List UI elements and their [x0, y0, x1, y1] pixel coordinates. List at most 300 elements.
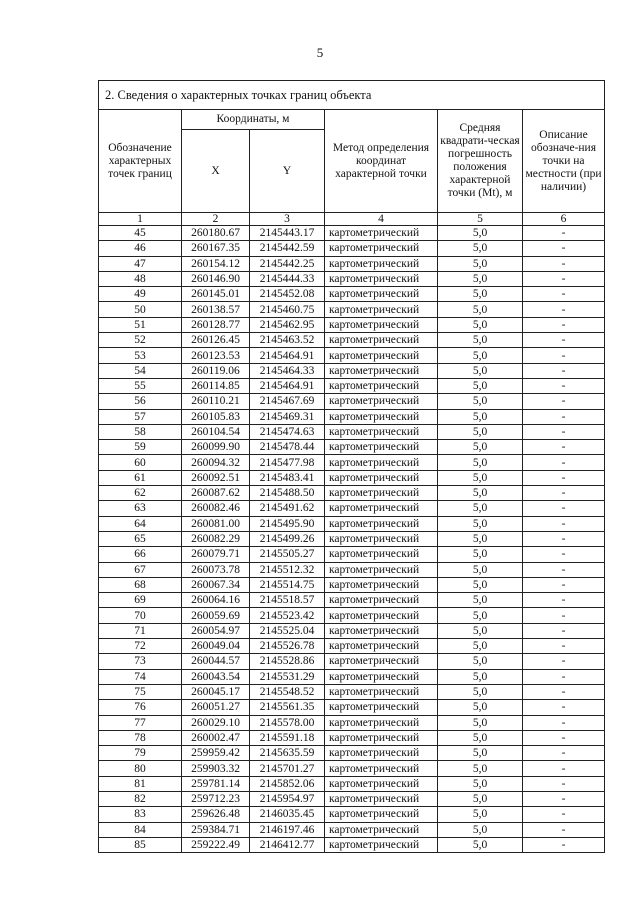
cell-method: картометрический — [325, 378, 438, 393]
table-row — [99, 348, 605, 363]
cell-y: 2145852.06 — [250, 776, 325, 791]
cell-description: - — [523, 394, 605, 409]
cell-x: 259712.23 — [182, 791, 250, 806]
column-number: 2 — [182, 213, 250, 226]
cell-point: 72 — [99, 639, 182, 654]
table-row — [99, 562, 605, 577]
cell-error: 5,0 — [438, 562, 523, 577]
cell-method: картометрический — [325, 226, 438, 241]
table-row — [99, 746, 605, 761]
cell-x: 260126.45 — [182, 333, 250, 348]
table-row — [99, 807, 605, 822]
header-y: Y — [250, 130, 325, 213]
cell-method: картометрический — [325, 547, 438, 562]
cell-description: - — [523, 700, 605, 715]
cell-point: 66 — [99, 547, 182, 562]
cell-point: 76 — [99, 700, 182, 715]
cell-description: - — [523, 378, 605, 393]
cell-y: 2145635.59 — [250, 746, 325, 761]
cell-method: картометрический — [325, 715, 438, 730]
cell-y: 2145528.86 — [250, 654, 325, 669]
header-x: X — [182, 130, 250, 213]
cell-error: 5,0 — [438, 715, 523, 730]
cell-y: 2145444.33 — [250, 271, 325, 286]
cell-y: 2145701.27 — [250, 761, 325, 776]
table-row — [99, 455, 605, 470]
cell-point: 48 — [99, 271, 182, 286]
cell-x: 259903.32 — [182, 761, 250, 776]
cell-y: 2145488.50 — [250, 486, 325, 501]
cell-point: 84 — [99, 822, 182, 837]
table-row — [99, 363, 605, 378]
cell-method: картометрический — [325, 822, 438, 837]
cell-y: 2145464.91 — [250, 348, 325, 363]
cell-x: 260067.34 — [182, 577, 250, 592]
cell-y: 2145474.63 — [250, 424, 325, 439]
table-row — [99, 761, 605, 776]
cell-point: 65 — [99, 531, 182, 546]
table-row — [99, 608, 605, 623]
cell-point: 71 — [99, 623, 182, 638]
cell-point: 53 — [99, 348, 182, 363]
cell-y: 2145491.62 — [250, 501, 325, 516]
cell-error: 5,0 — [438, 547, 523, 562]
cell-x: 260114.85 — [182, 378, 250, 393]
cell-y: 2146412.77 — [250, 837, 325, 852]
cell-method: картометрический — [325, 593, 438, 608]
column-number: 4 — [325, 213, 438, 226]
table-row — [99, 409, 605, 424]
cell-method: картометрический — [325, 394, 438, 409]
table-row — [99, 333, 605, 348]
cell-description: - — [523, 317, 605, 332]
table-row — [99, 822, 605, 837]
cell-error: 5,0 — [438, 791, 523, 806]
cell-point: 83 — [99, 807, 182, 822]
cell-y: 2145460.75 — [250, 302, 325, 317]
cell-error: 5,0 — [438, 455, 523, 470]
cell-point: 49 — [99, 287, 182, 302]
cell-error: 5,0 — [438, 776, 523, 791]
cell-point: 57 — [99, 409, 182, 424]
cell-y: 2145518.57 — [250, 593, 325, 608]
cell-error: 5,0 — [438, 271, 523, 286]
cell-method: картометрический — [325, 639, 438, 654]
cell-point: 56 — [99, 394, 182, 409]
cell-x: 260002.47 — [182, 730, 250, 745]
table-row — [99, 440, 605, 455]
cell-x: 260119.06 — [182, 363, 250, 378]
cell-error: 5,0 — [438, 654, 523, 669]
cell-x: 260082.29 — [182, 531, 250, 546]
cell-method: картометрический — [325, 746, 438, 761]
cell-point: 67 — [99, 562, 182, 577]
table-row — [99, 593, 605, 608]
cell-method: картометрический — [325, 302, 438, 317]
cell-description: - — [523, 531, 605, 546]
cell-error: 5,0 — [438, 348, 523, 363]
table-row — [99, 271, 605, 286]
cell-method: картометрический — [325, 241, 438, 256]
cell-description: - — [523, 287, 605, 302]
cell-method: картометрический — [325, 623, 438, 638]
cell-x: 260145.01 — [182, 287, 250, 302]
cell-error: 5,0 — [438, 822, 523, 837]
cell-y: 2145478.44 — [250, 440, 325, 455]
cell-error: 5,0 — [438, 333, 523, 348]
cell-x: 260054.97 — [182, 623, 250, 638]
cell-x: 260045.17 — [182, 684, 250, 699]
table-row — [99, 501, 605, 516]
cell-y: 2145462.95 — [250, 317, 325, 332]
cell-method: картометрический — [325, 287, 438, 302]
cell-point: 80 — [99, 761, 182, 776]
cell-point: 51 — [99, 317, 182, 332]
cell-x: 259626.48 — [182, 807, 250, 822]
cell-description: - — [523, 837, 605, 852]
cell-description: - — [523, 654, 605, 669]
cell-x: 260123.53 — [182, 348, 250, 363]
cell-method: картометрический — [325, 531, 438, 546]
cell-point: 75 — [99, 684, 182, 699]
cell-error: 5,0 — [438, 424, 523, 439]
section-title-row — [99, 81, 605, 110]
cell-description: - — [523, 761, 605, 776]
cell-x: 259222.49 — [182, 837, 250, 852]
cell-method: картометрический — [325, 807, 438, 822]
cell-y: 2145525.04 — [250, 623, 325, 638]
cell-x: 260094.32 — [182, 455, 250, 470]
cell-point: 58 — [99, 424, 182, 439]
cell-x: 260110.21 — [182, 394, 250, 409]
cell-x: 260082.46 — [182, 501, 250, 516]
cell-method: картометрический — [325, 271, 438, 286]
cell-y: 2145514.75 — [250, 577, 325, 592]
cell-description: - — [523, 577, 605, 592]
cell-description: - — [523, 348, 605, 363]
cell-x: 260138.57 — [182, 302, 250, 317]
cell-description: - — [523, 623, 605, 638]
cell-description: - — [523, 256, 605, 271]
cell-description: - — [523, 562, 605, 577]
table-row — [99, 256, 605, 271]
cell-description: - — [523, 226, 605, 241]
cell-error: 5,0 — [438, 807, 523, 822]
cell-method: картометрический — [325, 333, 438, 348]
cell-description: - — [523, 516, 605, 531]
cell-error: 5,0 — [438, 256, 523, 271]
header-point: Обозначение характерных точек границ — [99, 110, 182, 213]
cell-point: 64 — [99, 516, 182, 531]
cell-point: 61 — [99, 470, 182, 485]
cell-x: 260079.71 — [182, 547, 250, 562]
cell-x: 260059.69 — [182, 608, 250, 623]
cell-x: 260029.10 — [182, 715, 250, 730]
cell-y: 2145464.33 — [250, 363, 325, 378]
cell-y: 2145443.17 — [250, 226, 325, 241]
cell-y: 2145477.98 — [250, 455, 325, 470]
cell-y: 2145505.27 — [250, 547, 325, 562]
cell-description: - — [523, 746, 605, 761]
table-row — [99, 669, 605, 684]
cell-error: 5,0 — [438, 639, 523, 654]
cell-error: 5,0 — [438, 501, 523, 516]
cell-y: 2145464.91 — [250, 378, 325, 393]
cell-y: 2145442.59 — [250, 241, 325, 256]
cell-description: - — [523, 669, 605, 684]
cell-x: 260073.78 — [182, 562, 250, 577]
table-row — [99, 639, 605, 654]
cell-method: картометрический — [325, 516, 438, 531]
cell-x: 260064.16 — [182, 593, 250, 608]
cell-description: - — [523, 807, 605, 822]
cell-y: 2145499.26 — [250, 531, 325, 546]
cell-x: 260081.00 — [182, 516, 250, 531]
cell-method: картометрический — [325, 791, 438, 806]
cell-description: - — [523, 715, 605, 730]
cell-y: 2145483.41 — [250, 470, 325, 485]
cell-method: картометрический — [325, 761, 438, 776]
cell-point: 70 — [99, 608, 182, 623]
cell-description: - — [523, 424, 605, 439]
cell-error: 5,0 — [438, 684, 523, 699]
cell-error: 5,0 — [438, 669, 523, 684]
cell-description: - — [523, 470, 605, 485]
column-number: 3 — [250, 213, 325, 226]
table-row — [99, 700, 605, 715]
cell-point: 74 — [99, 669, 182, 684]
cell-error: 5,0 — [438, 730, 523, 745]
cell-description: - — [523, 791, 605, 806]
cell-error: 5,0 — [438, 761, 523, 776]
cell-method: картометрический — [325, 700, 438, 715]
cell-description: - — [523, 486, 605, 501]
cell-description: - — [523, 455, 605, 470]
cell-point: 55 — [99, 378, 182, 393]
header-method: Метод определения координат характерной точки — [325, 110, 438, 213]
cell-y: 2145495.90 — [250, 516, 325, 531]
cell-x: 260105.83 — [182, 409, 250, 424]
table-row — [99, 547, 605, 562]
cell-point: 63 — [99, 501, 182, 516]
cell-x: 260049.04 — [182, 639, 250, 654]
cell-y: 2145463.52 — [250, 333, 325, 348]
header-error: Средняя квадрати-ческая погрешность положения характерной точки (Mt), м — [438, 110, 523, 213]
cell-method: картометрический — [325, 455, 438, 470]
table-row — [99, 486, 605, 501]
table-row — [99, 516, 605, 531]
cell-point: 78 — [99, 730, 182, 745]
cell-error: 5,0 — [438, 531, 523, 546]
cell-y: 2145531.29 — [250, 669, 325, 684]
cell-method: картометрический — [325, 776, 438, 791]
table-row — [99, 470, 605, 485]
cell-description: - — [523, 608, 605, 623]
cell-x: 260092.51 — [182, 470, 250, 485]
table-row — [99, 623, 605, 638]
header-row-1 — [99, 110, 605, 130]
cell-error: 5,0 — [438, 746, 523, 761]
cell-error: 5,0 — [438, 302, 523, 317]
cell-method: картометрический — [325, 256, 438, 271]
cell-point: 68 — [99, 577, 182, 592]
cell-y: 2145469.31 — [250, 409, 325, 424]
cell-error: 5,0 — [438, 394, 523, 409]
cell-error: 5,0 — [438, 470, 523, 485]
cell-description: - — [523, 409, 605, 424]
boundary-points-table — [98, 80, 605, 853]
cell-point: 77 — [99, 715, 182, 730]
cell-error: 5,0 — [438, 287, 523, 302]
column-number: 1 — [99, 213, 182, 226]
column-number-row — [99, 213, 605, 226]
cell-method: картометрический — [325, 577, 438, 592]
cell-method: картометрический — [325, 730, 438, 745]
section-title: 2. Сведения о характерных точках границ объекта — [99, 81, 605, 110]
cell-method: картометрический — [325, 440, 438, 455]
cell-x: 260146.90 — [182, 271, 250, 286]
cell-x: 259781.14 — [182, 776, 250, 791]
cell-method: картометрический — [325, 409, 438, 424]
cell-error: 5,0 — [438, 241, 523, 256]
cell-y: 2145452.08 — [250, 287, 325, 302]
cell-method: картометрический — [325, 608, 438, 623]
cell-error: 5,0 — [438, 317, 523, 332]
cell-error: 5,0 — [438, 700, 523, 715]
header-description: Описание обозначе-ния точки на местности (при наличии) — [523, 110, 605, 213]
cell-error: 5,0 — [438, 577, 523, 592]
table-row — [99, 730, 605, 745]
cell-point: 79 — [99, 746, 182, 761]
cell-y: 2146197.46 — [250, 822, 325, 837]
cell-error: 5,0 — [438, 226, 523, 241]
cell-x: 260044.57 — [182, 654, 250, 669]
cell-y: 2145591.18 — [250, 730, 325, 745]
cell-point: 47 — [99, 256, 182, 271]
table-row — [99, 287, 605, 302]
cell-y: 2145442.25 — [250, 256, 325, 271]
cell-y: 2145561.35 — [250, 700, 325, 715]
cell-method: картометрический — [325, 424, 438, 439]
cell-error: 5,0 — [438, 378, 523, 393]
cell-method: картометрический — [325, 837, 438, 852]
cell-description: - — [523, 271, 605, 286]
table-row — [99, 424, 605, 439]
cell-description: - — [523, 333, 605, 348]
cell-method: картометрический — [325, 470, 438, 485]
cell-description: - — [523, 684, 605, 699]
cell-description: - — [523, 639, 605, 654]
table-row — [99, 684, 605, 699]
cell-error: 5,0 — [438, 486, 523, 501]
cell-error: 5,0 — [438, 837, 523, 852]
cell-point: 45 — [99, 226, 182, 241]
table-row — [99, 302, 605, 317]
cell-description: - — [523, 501, 605, 516]
table-row — [99, 715, 605, 730]
cell-method: картометрический — [325, 486, 438, 501]
cell-description: - — [523, 547, 605, 562]
table-row — [99, 241, 605, 256]
table-row — [99, 394, 605, 409]
cell-point: 81 — [99, 776, 182, 791]
cell-x: 260154.12 — [182, 256, 250, 271]
cell-x: 260087.62 — [182, 486, 250, 501]
cell-point: 82 — [99, 791, 182, 806]
cell-description: - — [523, 730, 605, 745]
cell-point: 54 — [99, 363, 182, 378]
cell-method: картометрический — [325, 317, 438, 332]
cell-description: - — [523, 363, 605, 378]
cell-point: 73 — [99, 654, 182, 669]
table-row — [99, 837, 605, 852]
cell-method: картометрический — [325, 669, 438, 684]
table-row — [99, 378, 605, 393]
cell-point: 52 — [99, 333, 182, 348]
cell-x: 260167.35 — [182, 241, 250, 256]
cell-point: 50 — [99, 302, 182, 317]
cell-point: 85 — [99, 837, 182, 852]
cell-description: - — [523, 822, 605, 837]
cell-y: 2145512.32 — [250, 562, 325, 577]
cell-error: 5,0 — [438, 409, 523, 424]
cell-error: 5,0 — [438, 623, 523, 638]
cell-method: картометрический — [325, 363, 438, 378]
cell-method: картометрический — [325, 562, 438, 577]
cell-description: - — [523, 302, 605, 317]
cell-error: 5,0 — [438, 516, 523, 531]
table-row — [99, 577, 605, 592]
header-coordinates: Координаты, м — [182, 110, 325, 130]
cell-point: 62 — [99, 486, 182, 501]
cell-error: 5,0 — [438, 608, 523, 623]
cell-x: 259384.71 — [182, 822, 250, 837]
cell-point: 59 — [99, 440, 182, 455]
cell-error: 5,0 — [438, 363, 523, 378]
cell-y: 2145523.42 — [250, 608, 325, 623]
cell-point: 46 — [99, 241, 182, 256]
cell-y: 2145526.78 — [250, 639, 325, 654]
cell-x: 260051.27 — [182, 700, 250, 715]
cell-description: - — [523, 241, 605, 256]
column-number: 5 — [438, 213, 523, 226]
cell-point: 69 — [99, 593, 182, 608]
cell-x: 260128.77 — [182, 317, 250, 332]
cell-error: 5,0 — [438, 593, 523, 608]
cell-method: картометрический — [325, 684, 438, 699]
table-row — [99, 531, 605, 546]
cell-description: - — [523, 776, 605, 791]
cell-y: 2146035.45 — [250, 807, 325, 822]
cell-y: 2145548.52 — [250, 684, 325, 699]
table-row — [99, 791, 605, 806]
column-number: 6 — [523, 213, 605, 226]
cell-y: 2145578.00 — [250, 715, 325, 730]
cell-x: 259959.42 — [182, 746, 250, 761]
cell-method: картометрический — [325, 654, 438, 669]
cell-method: картометрический — [325, 348, 438, 363]
table-row — [99, 776, 605, 791]
cell-y: 2145954.97 — [250, 791, 325, 806]
page-number: 5 — [316, 45, 324, 60]
cell-y: 2145467.69 — [250, 394, 325, 409]
table-row — [99, 226, 605, 241]
table-row — [99, 654, 605, 669]
cell-x: 260104.54 — [182, 424, 250, 439]
cell-method: картометрический — [325, 501, 438, 516]
cell-description: - — [523, 440, 605, 455]
cell-x: 260180.67 — [182, 226, 250, 241]
